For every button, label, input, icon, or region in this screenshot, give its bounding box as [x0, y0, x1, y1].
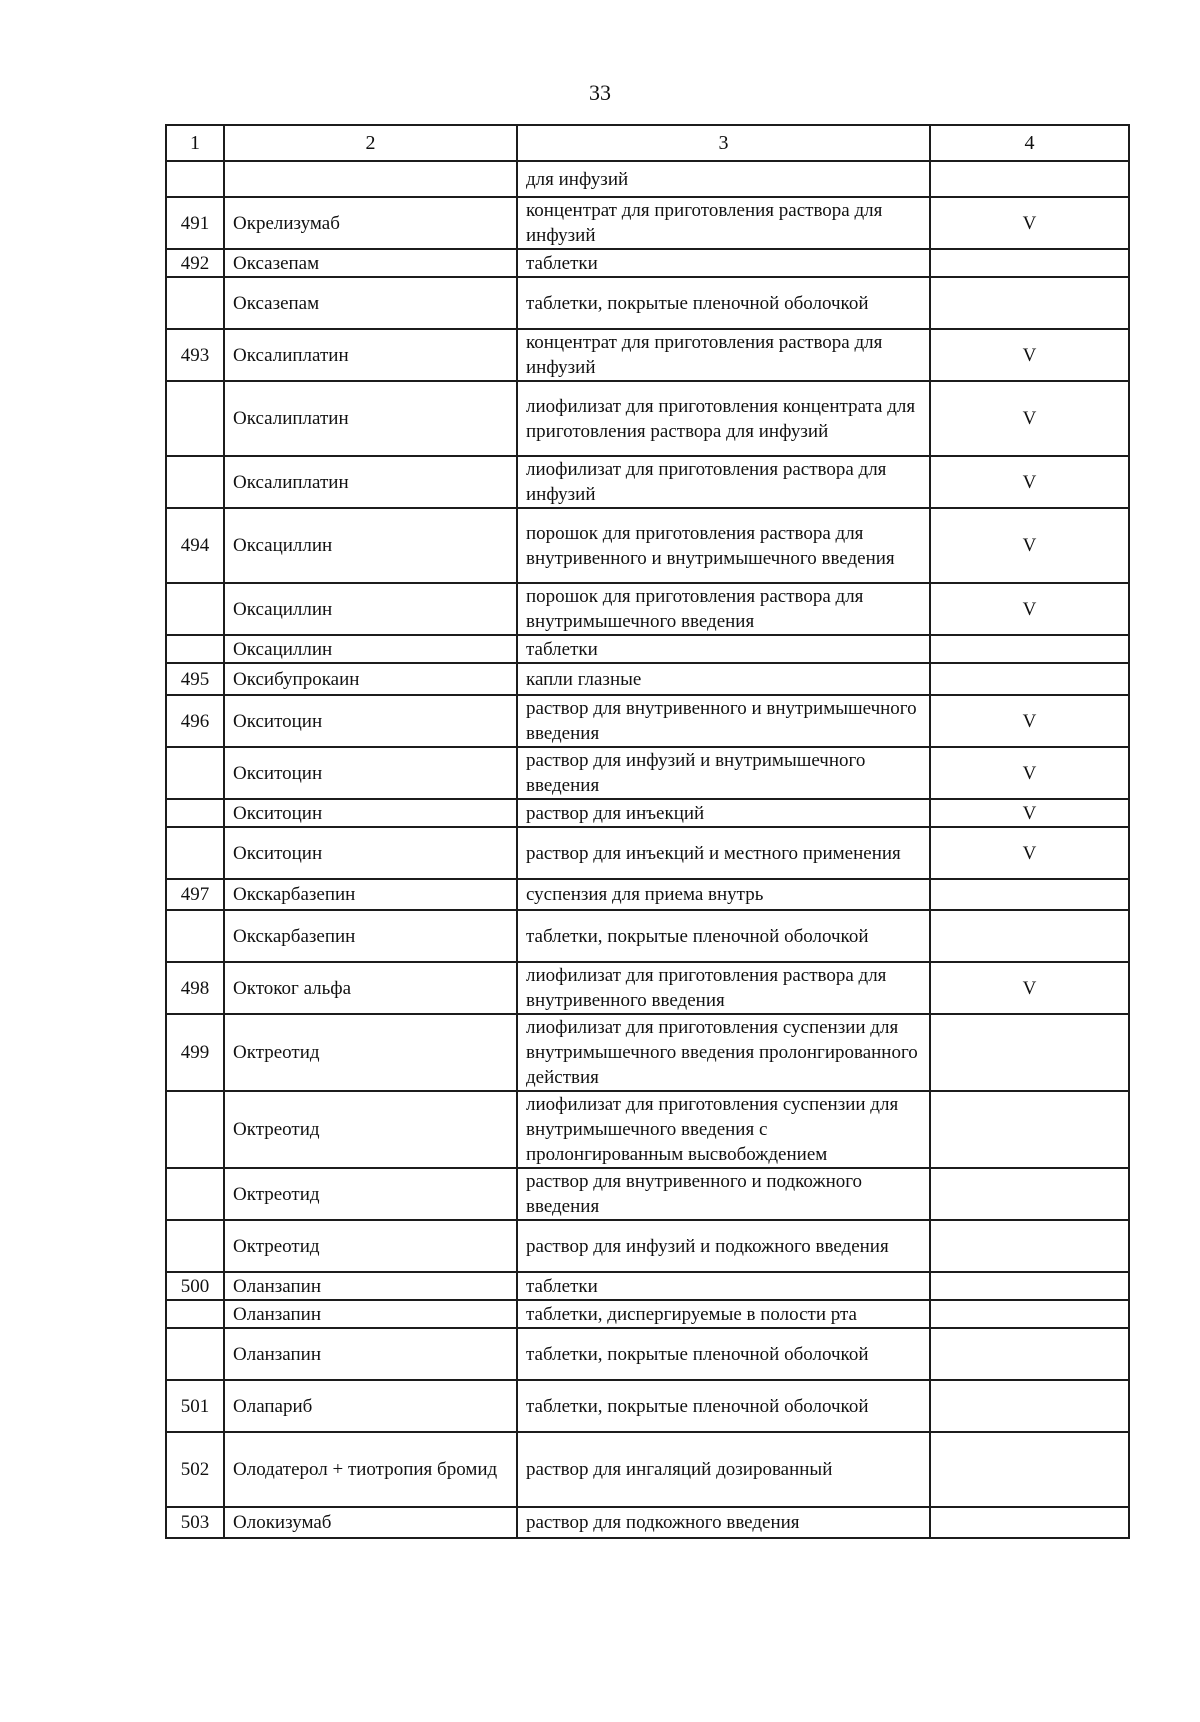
- table-row: [166, 329, 1129, 381]
- row-number: [166, 1328, 224, 1380]
- row-number: [166, 1168, 224, 1220]
- drug-name: Окситоцин: [224, 747, 517, 799]
- dosage-form: лиофилизат для приготовления суспензии для внутримышечного введения с пролонгированным высвобождением: [517, 1091, 930, 1168]
- drug-name: Оланзапин: [224, 1300, 517, 1328]
- v-mark: [930, 879, 1129, 910]
- drug-name: Окситоцин: [224, 827, 517, 879]
- dosage-form: таблетки: [517, 249, 930, 277]
- table-row: [166, 456, 1129, 508]
- table-row: [166, 695, 1129, 747]
- drug-name: Оксазепам: [224, 277, 517, 329]
- row-number: 492: [166, 249, 224, 277]
- row-number: 497: [166, 879, 224, 910]
- drug-name: Окситоцин: [224, 799, 517, 827]
- drug-name: Окскарбазепин: [224, 879, 517, 910]
- v-mark: V: [930, 827, 1129, 879]
- v-mark: [930, 1328, 1129, 1380]
- v-mark: V: [930, 799, 1129, 827]
- dosage-form: раствор для подкожного введения: [517, 1507, 930, 1538]
- dosage-form: таблетки, покрытые пленочной оболочкой: [517, 910, 930, 962]
- row-number: [166, 277, 224, 329]
- drug-name: [224, 161, 517, 197]
- v-mark: [930, 1091, 1129, 1168]
- row-number: 503: [166, 1507, 224, 1538]
- table-row: [166, 910, 1129, 962]
- table-row: [166, 1380, 1129, 1432]
- dosage-form: таблетки, диспергируемые в полости рта: [517, 1300, 930, 1328]
- dosage-form: концентрат для приготовления раствора для инфузий: [517, 197, 930, 249]
- header-col-4: 4: [930, 125, 1129, 161]
- table-row: [166, 1220, 1129, 1272]
- v-mark: [930, 1507, 1129, 1538]
- table-row: [166, 277, 1129, 329]
- dosage-form: лиофилизат для приготовления суспензии для внутримышечного введения пролонгированного действия: [517, 1014, 930, 1091]
- drug-name: Октреотид: [224, 1014, 517, 1091]
- v-mark: [930, 1300, 1129, 1328]
- header-col-2: 2: [224, 125, 517, 161]
- v-mark: [930, 910, 1129, 962]
- dosage-form: таблетки: [517, 635, 930, 663]
- v-mark: [930, 249, 1129, 277]
- v-mark: [930, 1272, 1129, 1300]
- table-row: [166, 197, 1129, 249]
- drug-name: Олапариб: [224, 1380, 517, 1432]
- drug-name: Октреотид: [224, 1091, 517, 1168]
- row-number: [166, 799, 224, 827]
- table-row: [166, 1168, 1129, 1220]
- table-row: [166, 1300, 1129, 1328]
- row-number: 495: [166, 663, 224, 695]
- drug-name: Окрелизумаб: [224, 197, 517, 249]
- dosage-form: для инфузий: [517, 161, 930, 197]
- page-number: 33: [589, 80, 611, 105]
- dosage-form: раствор для инфузий и подкожного введения: [517, 1220, 930, 1272]
- dosage-form: лиофилизат для приготовления концентрата для приготовления раствора для инфузий: [517, 381, 930, 456]
- v-mark: [930, 161, 1129, 197]
- table-row: [166, 1507, 1129, 1538]
- drug-name: Окскарбазепин: [224, 910, 517, 962]
- dosage-form: раствор для инъекций: [517, 799, 930, 827]
- table-row: [166, 508, 1129, 583]
- table-row: [166, 1272, 1129, 1300]
- table-row: [166, 1328, 1129, 1380]
- drug-name: Октреотид: [224, 1168, 517, 1220]
- table-row: [166, 1432, 1129, 1507]
- v-mark: V: [930, 747, 1129, 799]
- dosage-form: раствор для внутривенного и внутримышечного введения: [517, 695, 930, 747]
- row-number: 494: [166, 508, 224, 583]
- drug-name: Оланзапин: [224, 1328, 517, 1380]
- row-number: [166, 635, 224, 663]
- header-col-1: 1: [166, 125, 224, 161]
- row-number: [166, 583, 224, 635]
- header-row: [166, 125, 1129, 161]
- v-mark: [930, 277, 1129, 329]
- row-number: [166, 910, 224, 962]
- table-row: [166, 161, 1129, 197]
- dosage-form: таблетки, покрытые пленочной оболочкой: [517, 1328, 930, 1380]
- row-number: 499: [166, 1014, 224, 1091]
- dosage-form: таблетки: [517, 1272, 930, 1300]
- dosage-form: раствор для инфузий и внутримышечного введения: [517, 747, 930, 799]
- drug-name: Оксибупрокаин: [224, 663, 517, 695]
- row-number: [166, 1091, 224, 1168]
- drug-name: Олодатерол + тиотропия бромид: [224, 1432, 517, 1507]
- v-mark: [930, 1220, 1129, 1272]
- table-row: [166, 747, 1129, 799]
- table-row: [166, 249, 1129, 277]
- v-mark: [930, 663, 1129, 695]
- row-number: 502: [166, 1432, 224, 1507]
- drug-name: Оксазепам: [224, 249, 517, 277]
- drug-name: Октреотид: [224, 1220, 517, 1272]
- v-mark: [930, 635, 1129, 663]
- v-mark: V: [930, 583, 1129, 635]
- table-row: [166, 962, 1129, 1014]
- table-row: [166, 381, 1129, 456]
- dosage-form: лиофилизат для приготовления раствора для внутривенного введения: [517, 962, 930, 1014]
- dosage-form: порошок для приготовления раствора для внутримышечного введения: [517, 583, 930, 635]
- table-row: [166, 635, 1129, 663]
- v-mark: V: [930, 329, 1129, 381]
- row-number: 498: [166, 962, 224, 1014]
- v-mark: V: [930, 456, 1129, 508]
- row-number: [166, 1220, 224, 1272]
- v-mark: V: [930, 197, 1129, 249]
- drug-table: [165, 124, 1130, 1539]
- table-row: [166, 799, 1129, 827]
- table-row: [166, 663, 1129, 695]
- drug-name: Оксалиплатин: [224, 456, 517, 508]
- drug-name: Олокизумаб: [224, 1507, 517, 1538]
- dosage-form: таблетки, покрытые пленочной оболочкой: [517, 277, 930, 329]
- v-mark: V: [930, 381, 1129, 456]
- row-number: 493: [166, 329, 224, 381]
- dosage-form: раствор для ингаляций дозированный: [517, 1432, 930, 1507]
- row-number: [166, 747, 224, 799]
- row-number: [166, 827, 224, 879]
- v-mark: V: [930, 695, 1129, 747]
- v-mark: [930, 1380, 1129, 1432]
- row-number: 500: [166, 1272, 224, 1300]
- table-row: [166, 879, 1129, 910]
- dosage-form: раствор для инъекций и местного применения: [517, 827, 930, 879]
- drug-name: Октоког альфа: [224, 962, 517, 1014]
- header-col-3: 3: [517, 125, 930, 161]
- table-row: [166, 583, 1129, 635]
- drug-name: Оксациллин: [224, 583, 517, 635]
- v-mark: [930, 1014, 1129, 1091]
- drug-name: Оксациллин: [224, 635, 517, 663]
- drug-name: Оксациллин: [224, 508, 517, 583]
- table-row: [166, 1091, 1129, 1168]
- drug-name: Оксалиплатин: [224, 381, 517, 456]
- drug-name: Оланзапин: [224, 1272, 517, 1300]
- row-number: [166, 381, 224, 456]
- drug-name: Окситоцин: [224, 695, 517, 747]
- v-mark: [930, 1432, 1129, 1507]
- dosage-form: лиофилизат для приготовления раствора для инфузий: [517, 456, 930, 508]
- table-row: [166, 1014, 1129, 1091]
- row-number: 491: [166, 197, 224, 249]
- dosage-form: таблетки, покрытые пленочной оболочкой: [517, 1380, 930, 1432]
- v-mark: [930, 1168, 1129, 1220]
- row-number: 496: [166, 695, 224, 747]
- dosage-form: порошок для приготовления раствора для внутривенного и внутримышечного введения: [517, 508, 930, 583]
- dosage-form: капли глазные: [517, 663, 930, 695]
- table-row: [166, 827, 1129, 879]
- row-number: [166, 161, 224, 197]
- dosage-form: концентрат для приготовления раствора для инфузий: [517, 329, 930, 381]
- v-mark: V: [930, 508, 1129, 583]
- dosage-form: раствор для внутривенного и подкожного введения: [517, 1168, 930, 1220]
- row-number: [166, 456, 224, 508]
- row-number: 501: [166, 1380, 224, 1432]
- row-number: [166, 1300, 224, 1328]
- v-mark: V: [930, 962, 1129, 1014]
- drug-name: Оксалиплатин: [224, 329, 517, 381]
- dosage-form: суспензия для приема внутрь: [517, 879, 930, 910]
